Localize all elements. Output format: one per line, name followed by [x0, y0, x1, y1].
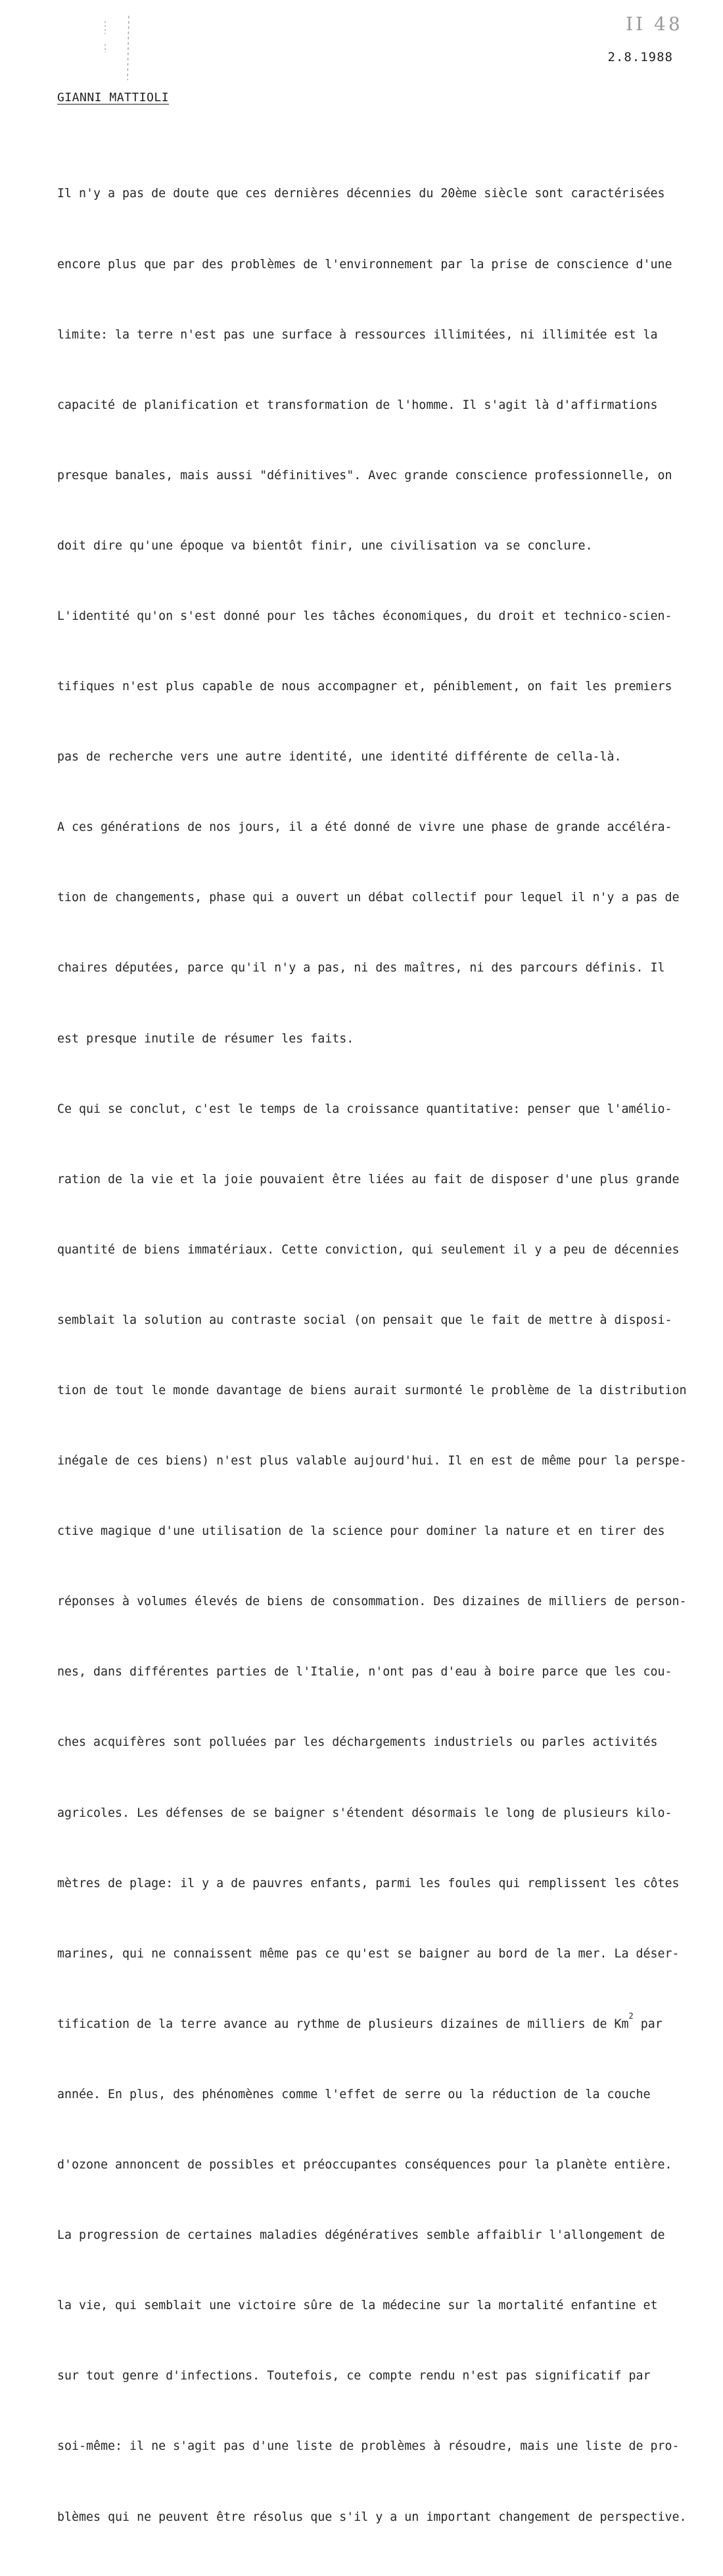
text-line: doit dire qu'une époque va bientôt finir, une civilisation va se conclure.	[57, 538, 593, 553]
text-line: marines, qui ne connaissent même pas ce qu'est se baigner au bord de la mer. La déser-	[57, 1946, 680, 1961]
text-line-km	[57, 2013, 701, 2036]
km-line-after: par	[633, 2017, 663, 2031]
text-line: tifiques n'est plus capable de nous accompagner et, péniblement, on fait les premiers	[57, 680, 672, 694]
text-line: inégale de ces biens) n'est plus valable aujourd'hui. Il en est de même pour la perspe-	[57, 1454, 687, 1468]
text-line: blèmes qui ne peuvent être résolus que s'il y a un important changement de perspective.	[57, 2510, 687, 2524]
text-line: capacité de planification et transformation de l'homme. Il s'agit là d'affirmations	[57, 398, 658, 412]
text-line: ctive magique d'une utilisation de la science pour dominer la nature et en tirer des	[57, 1524, 665, 1539]
text-line: presque banales, mais aussi "définitives". Avec grande conscience professionnelle, on	[57, 468, 672, 482]
text-line: sur tout genre d'infections. Toutefois, ce compte rendu n'est pas significatif par	[57, 2369, 651, 2383]
text-line: réponses à volumes élevés de biens de consommation. Des dizaines de milliers de person-	[57, 1595, 687, 1609]
text-line: tion de tout le monde davantage de biens aurait surmonté le problème de la distribution	[57, 1384, 687, 1397]
archive-reference-mark: II 48	[626, 13, 683, 35]
punch-hole-marks	[99, 14, 138, 87]
km-superscript: 2	[628, 2011, 634, 2021]
text-line: limite: la terre n'est pas une surface à ressources illimitées, ni illimitée est la	[57, 327, 658, 342]
text-line: chaires députées, parce qu'il n'y a pas, ni des maîtres, ni des parcours définis. Il	[57, 961, 665, 975]
body-text	[57, 135, 701, 2576]
text-line: tion de changements, phase qui a ouvert un débat collectif pour lequel il n'y a pas de	[57, 891, 680, 905]
text-line: quantité de biens immatériaux. Cette conviction, qui seulement il y a peu de décennies	[57, 1242, 680, 1257]
text-line: agricoles. Les défenses de se baigner s'étendent désormais le long de plusieurs kilo-	[57, 1806, 672, 1820]
text-line: année. En plus, des phénomènes comme l'effet de serre ou la réduction de la couche	[57, 2087, 651, 2101]
text-line: Ce qui se conclut, c'est le temps de la croissance quantitative: penser que l'amélio-	[57, 1102, 672, 1116]
text-line: mètres de plage: il y a de pauvres enfants, parmi les foules qui remplissent les côtes	[57, 1876, 680, 1890]
text-line: La progression de certaines maladies dégénératives semble affaiblir l'allongement de	[57, 2228, 665, 2243]
text-line: soi-même: il ne s'agit pas d'une liste de problèmes à résoudre, mais une liste de pro-	[57, 2439, 680, 2454]
author-heading: GIANNI MATTIOLI	[57, 91, 170, 105]
text-line: la vie, qui semblait une victoire sûre de la médecine sur la mortalité enfantine et	[57, 2299, 658, 2313]
text-line: L'identité qu'on s'est donné pour les tâches économiques, du droit et technico-scien-	[57, 609, 672, 623]
text-line: ches acquifères sont polluées par les déchargements industriels ou parles activités	[57, 1735, 658, 1750]
text-line: semblait la solution au contraste social (on pensait que le fait de mettre à disposi-	[57, 1313, 672, 1327]
text-line: nes, dans différentes parties de l'Italie, n'ont pas d'eau à boire parce que les cou-	[57, 1665, 672, 1679]
km-line-before: tification de la terre avance au rythme de plusieurs dizaines de milliers de Km	[57, 2017, 629, 2031]
document-date: 2.8.1988	[607, 50, 673, 64]
text-line: A ces générations de nos jours, il a été donné de vivre une phase de grande accéléra-	[57, 820, 672, 835]
text-line: pas de recherche vers une autre identité, une identité différente de cella-là.	[57, 750, 622, 764]
text-line: est presque inutile de résumer les faits.	[57, 1031, 354, 1046]
text-line: ration de la vie et la joie pouvaient être liées au fait de disposer d'une plus grande	[57, 1172, 680, 1186]
text-line: d'ozone annoncent de possibles et préoccupantes conséquences pour la planète entière.	[57, 2158, 672, 2172]
text-line: Il n'y a pas de doute que ces dernières décennies du 20ème siècle sont caractérisées	[57, 187, 665, 201]
text-line: encore plus que par des problèmes de l'environnement par la prise de conscience d'une	[57, 257, 672, 271]
